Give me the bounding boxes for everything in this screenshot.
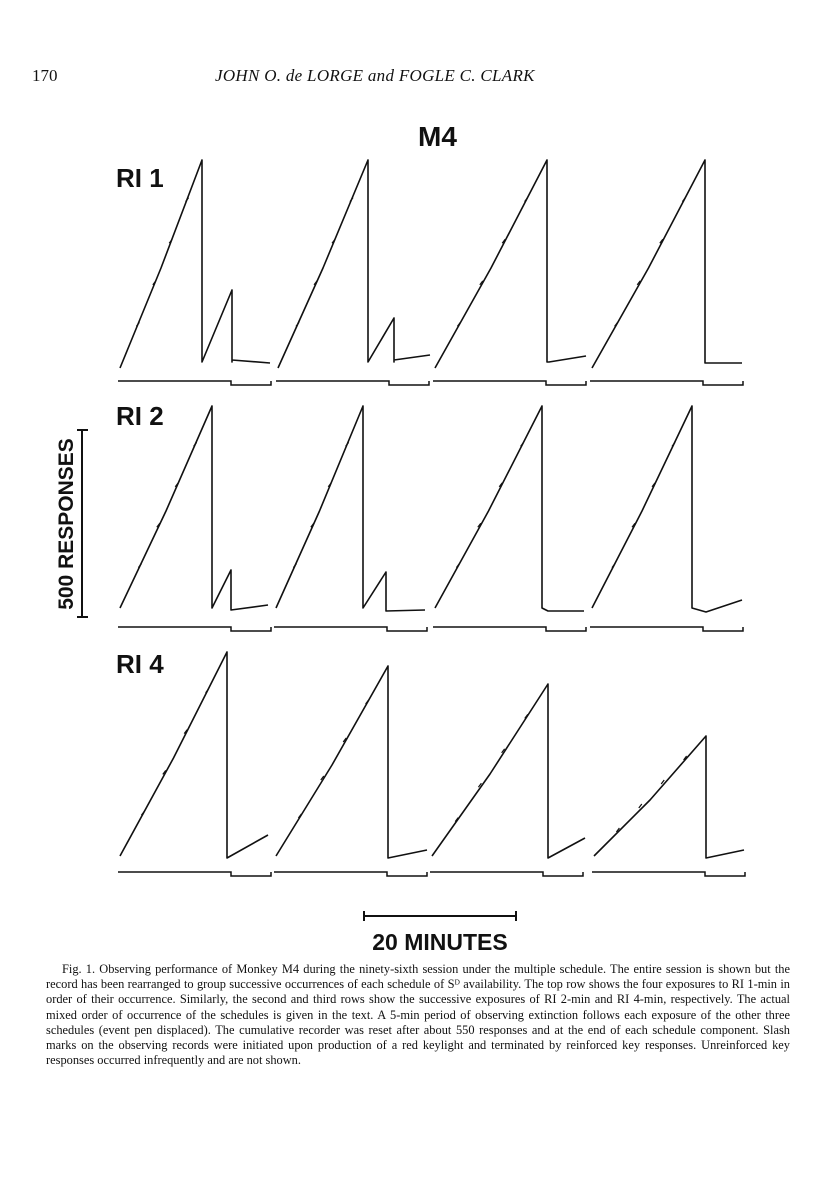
cumulative-record-trace: [276, 406, 425, 611]
cumulative-record-trace: [435, 160, 586, 368]
event-pen-line: [118, 627, 271, 631]
y-scale-label: 500 RESPONSES: [55, 438, 78, 610]
cumulative-record-trace: [278, 160, 430, 368]
event-pen-line: [274, 627, 427, 631]
event-pen-line: [118, 872, 271, 876]
subject-label: M4: [418, 121, 457, 152]
y-scale-bar: [77, 430, 88, 617]
event-pen-line: [592, 872, 745, 876]
event-pen-line: [430, 872, 583, 876]
cumulative-record-trace: [435, 406, 584, 611]
event-pen-line: [433, 627, 586, 631]
cumulative-record-trace: [592, 160, 742, 368]
page-number: 170: [32, 66, 58, 85]
event-pen-line: [590, 381, 743, 385]
row-label-ri2: RI 2: [116, 401, 164, 431]
row-label-ri1: RI 1: [116, 163, 164, 193]
event-pen-line: [276, 381, 429, 385]
event-pen-line: [433, 381, 586, 385]
event-pen-line: [118, 381, 271, 385]
cumulative-record-trace: [120, 652, 268, 858]
event-pen-line: [274, 872, 427, 876]
cumulative-record-trace: [120, 406, 268, 610]
cumulative-record-trace: [432, 684, 585, 858]
cumulative-record-trace: [592, 406, 742, 612]
running-head-authors: JOHN O. de LORGE and FOGLE C. CLARK: [215, 66, 535, 85]
row-label-ri4: RI 4: [116, 649, 164, 679]
cumulative-record-trace: [594, 736, 744, 858]
event-pen-line: [590, 627, 743, 631]
cumulative-record-trace: [276, 666, 427, 858]
records: [118, 160, 745, 876]
reinforcement-slash-mark: [639, 804, 642, 808]
figure-caption: Fig. 1. Observing performance of Monkey M4 during the ninety-sixth session under the multiple schedule. The entire session is shown but the record has been rearranged to group successive occurrences of each schedule of Sᴰ availability. The top row shows the four exposures to RI 1-min in order of their occurrence. Similarly, the second and third rows show the successive exposures of RI 2-min and RI 4-min, respectively. The actual mixed order of occurrence of the schedules is given in the text. A 5-min period of observing extinction follows each exposure of the other three schedules (event pen displaced). The cumulative recorder was reset after about 550 responses and at the end of each schedule component. Slash marks on the observing records were initiated upon production of a red keylight and terminated by reinforced key responses. Unreinforced key responses occurred infrequently and are not shown.: [46, 962, 790, 1068]
time-scale-label: 20 MINUTES: [372, 929, 508, 950]
time-scale-bar: [364, 911, 516, 921]
